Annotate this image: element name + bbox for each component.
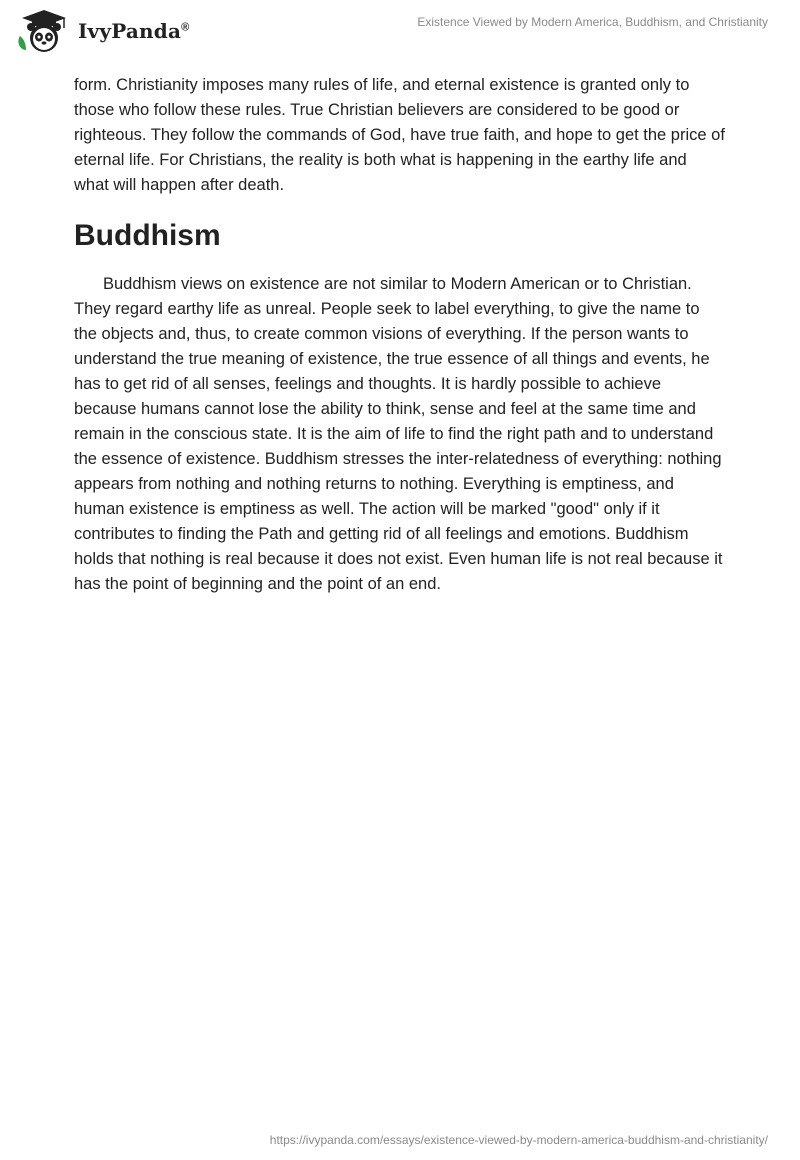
panda-graduate-icon <box>14 8 76 54</box>
continued-paragraph: form. Christianity imposes many rules of life, and eternal existence is granted only to those who follow these rules. True Christian believers are considered to be good or righteous. They follow the commands of God, have true faith, and hope to get the price of eternal life. For Christians, the reality is both what is happening in the earthy life and what will happen after death. <box>74 76 725 194</box>
buddhism-paragraph: Buddhism views on existence are not similar to Modern American or to Christian. They regard earthy life as unreal. People seek to label everything, to give the name to the objects and, thus, to create common visions of everything. If the person wants to understand the true meaning of existence, the true essence of all things and events, he has to get rid of all senses, feelings and thoughts. It is hardly possible to achieve because humans cannot lose the ability to think, sense and feel at the same time and remain in the conscious state. It is the aim of life to find the right path and to understand the essence of existence. Buddhism stresses the inter-relatedness of everything: nothing appears from nothing and nothing returns to nothing. Everything is emptiness, and human existence is emptiness as well. The action will be marked "good" only if it contributes to finding the Path and getting rid of all feelings and emotions. Buddhism holds that nothing is real because it does not exist. Even human life is not real because it has the point of beginning and the point of an end. <box>74 275 723 593</box>
page-header <box>0 0 800 70</box>
essay-body <box>74 73 726 597</box>
ivypanda-logo[interactable] <box>14 8 189 54</box>
registered-mark: ® <box>181 21 190 34</box>
footer-source-url[interactable]: https://ivypanda.com/essays/existence-viewed-by-modern-america-buddhism-and-christianity/ <box>269 1133 768 1147</box>
document-title: Existence Viewed by Modern America, Buddhism, and Christianity <box>417 15 768 29</box>
section-heading-buddhism: Buddhism <box>74 219 221 252</box>
brand-name: IvyPanda® <box>78 19 190 43</box>
